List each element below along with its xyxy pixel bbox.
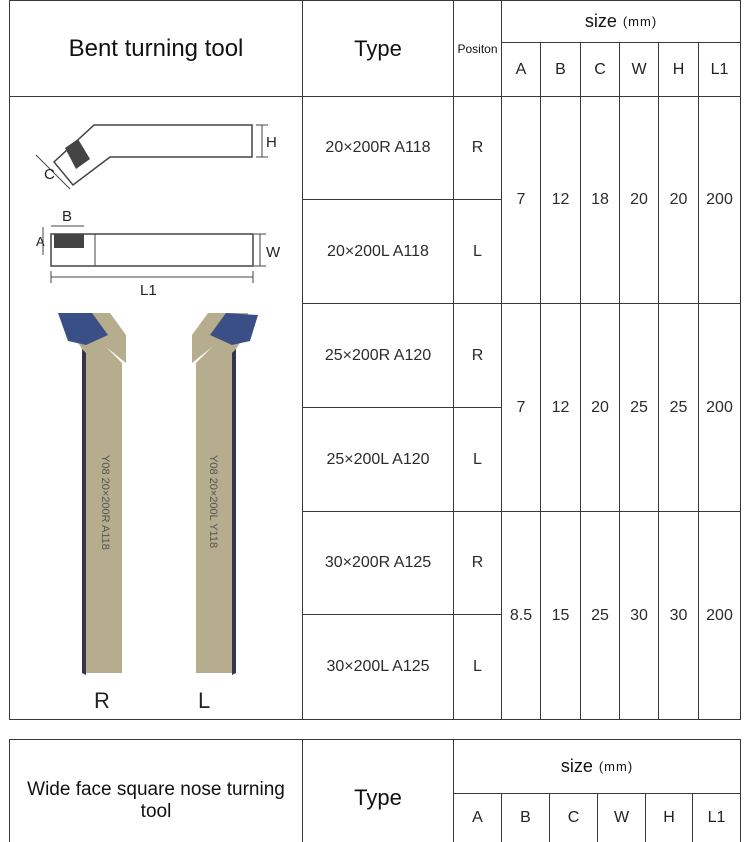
size-b-cell: 12 xyxy=(551,398,570,416)
label-c: C xyxy=(44,166,55,183)
type-cell: 30×200R A125 xyxy=(324,554,432,571)
tool-shadow xyxy=(82,349,86,675)
size-c-cell: 25 xyxy=(591,606,609,624)
tool-shank xyxy=(196,333,246,673)
size-w-cell: 20 xyxy=(630,191,648,208)
size-h-cell: 30 xyxy=(669,606,688,624)
size-header xyxy=(502,1,740,42)
left-tool-label: L xyxy=(198,688,211,713)
carbide-insert-shape xyxy=(54,234,84,248)
size-b-cell: 12 xyxy=(551,191,570,208)
tool-marking: Y08 20×200L Y118 xyxy=(207,455,219,549)
col-header-l1: L1 xyxy=(707,809,726,826)
size-b-cell: 15 xyxy=(551,606,570,624)
col-header-a: A xyxy=(472,809,483,826)
col-header-b: B xyxy=(555,60,566,78)
col-header-a: A xyxy=(515,60,527,78)
col-header-h: H xyxy=(672,60,685,78)
left-hand-tool-image xyxy=(192,313,258,675)
col-header-h: H xyxy=(663,809,675,826)
table-border xyxy=(740,0,741,720)
size-a-cell: 8.5 xyxy=(509,606,533,624)
size-c-cell: 20 xyxy=(591,398,609,416)
tool-photos xyxy=(10,305,302,680)
type-cell: 30×200L A125 xyxy=(326,658,430,675)
size-l1-cell: 200 xyxy=(706,398,733,416)
size-w-cell: 30 xyxy=(630,606,648,624)
size-w-cell: 25 xyxy=(630,398,648,416)
size-unit: (mm) xyxy=(622,14,658,29)
type-cell: 20×200R A118 xyxy=(325,139,431,156)
label-b: B xyxy=(62,208,73,225)
type-cell: 20×200L A118 xyxy=(327,242,429,260)
size-h-cell: 25 xyxy=(669,398,688,416)
size-header xyxy=(454,740,740,793)
position-cell: L xyxy=(473,450,482,468)
size-a-cell: 7 xyxy=(516,398,526,416)
tool-shank xyxy=(72,333,122,673)
col-header-w: W xyxy=(631,60,647,78)
col-header-b: B xyxy=(520,809,531,826)
position-cell: R xyxy=(471,139,484,156)
size-c-cell: 18 xyxy=(591,191,609,208)
size-l1-cell: 200 xyxy=(706,191,733,208)
label-w: W xyxy=(266,244,281,261)
table-title: Wide face square nose turning tool xyxy=(27,779,285,822)
col-header-l1: L1 xyxy=(710,60,729,78)
tool-shadow xyxy=(232,349,236,675)
carbide-tip-shape xyxy=(65,139,90,169)
label-a: A xyxy=(36,234,45,249)
position-cell: L xyxy=(473,658,482,675)
type-cell: 25×200L A120 xyxy=(326,450,430,468)
col-header-c: C xyxy=(567,809,580,826)
type-header: Type xyxy=(354,785,402,810)
table-border xyxy=(9,719,740,720)
size-l1-cell: 200 xyxy=(706,606,733,624)
tool-dimension-diagram xyxy=(10,97,302,307)
col-header-w: W xyxy=(613,809,630,826)
position-cell: L xyxy=(473,242,482,260)
right-hand-tool-image xyxy=(58,313,126,675)
col-header-c: C xyxy=(594,60,606,78)
size-unit: (mm) xyxy=(598,759,634,774)
label-l1: L1 xyxy=(140,282,157,299)
tool-marking: Y08 20×200R A118 xyxy=(99,455,111,550)
type-header: Type xyxy=(354,35,402,61)
label-h: H xyxy=(266,134,277,151)
right-tool-label: R xyxy=(94,688,110,713)
size-label: size xyxy=(584,11,617,31)
type-cell: 25×200R A120 xyxy=(324,346,432,364)
table-border xyxy=(740,739,741,842)
size-h-cell: 20 xyxy=(669,191,688,208)
position-header: Positon xyxy=(457,41,498,56)
size-a-cell: 7 xyxy=(516,191,526,208)
position-cell: R xyxy=(471,346,484,364)
table-title: Bent turning tool xyxy=(68,34,244,62)
size-label: size xyxy=(560,756,593,776)
position-cell: R xyxy=(471,554,484,571)
